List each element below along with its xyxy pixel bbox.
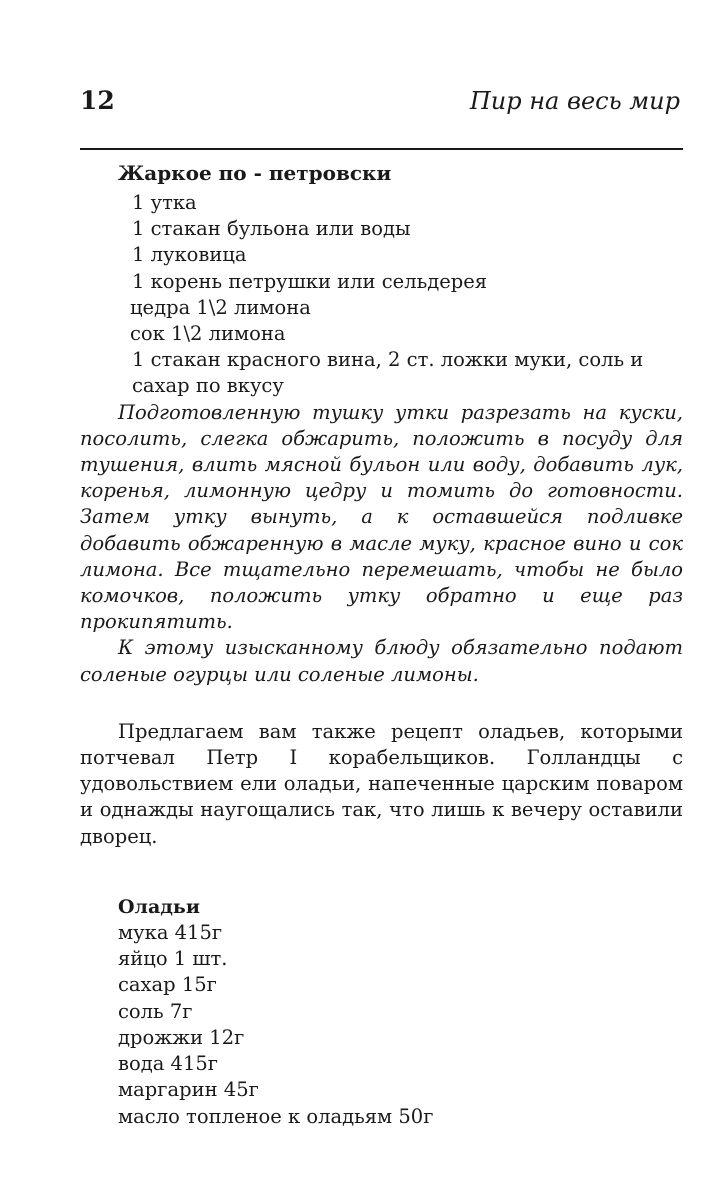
ingredient-item: маргарин 45г — [118, 1078, 259, 1102]
ingredient-item: 1 стакан красного вина, 2 ст. ложки муки, соль и — [132, 348, 644, 372]
method-paragraph: Подготовленную тушку утки разрезать на куски, посолить, слегка обжарить, положить в посуду для тушения, влить мясной бульон или воду, добавить лук, коренья, лимонную цедру и томить до готовности. Затем утку вынуть, а к оставшейся подливке добавить обжаренную в масле муку, красное вино и сок лимона. Все тщательно перемешать, чтобы не было комочков, положить утку обратно и еще раз прокипятить. — [80, 400, 683, 634]
recipe-title-zharkoe: Жаркое по - петровски — [118, 161, 392, 185]
ingredient-item: 1 стакан бульона или воды — [132, 217, 411, 241]
recipe-title-oladi: Оладьи — [118, 895, 200, 918]
ingredient-item: 1 корень петрушки или сельдерея — [132, 269, 488, 293]
method-zharkoe — [80, 400, 683, 688]
ingredient-item: 1 луковица — [132, 243, 247, 267]
ingredient-item: сахар 15г — [118, 973, 217, 997]
page-content — [80, 156, 683, 1130]
running-title: Пир на весь мир — [469, 87, 680, 115]
ingredient-item: соль 7г — [118, 999, 193, 1023]
ingredient-item: цедра 1\2 лимона — [130, 295, 311, 319]
ingredient-item: сахар по вкусу — [132, 374, 284, 398]
ingredient-item: масло топленое к оладьям 50г — [118, 1104, 434, 1128]
ingredient-item: мука 415г — [118, 921, 223, 945]
ingredient-item: дрожжи 12г — [118, 1025, 245, 1049]
ingredient-item: сок 1\2 лимона — [130, 322, 286, 346]
ingredient-item: 1 утка — [132, 191, 197, 214]
header-rule — [80, 148, 683, 150]
method-paragraph: К этому изысканному блюду обязательно подают соленые огурцы или соленые лимоны. — [80, 636, 683, 686]
ingredient-item: вода 415г — [118, 1052, 218, 1076]
page-number: 12 — [80, 86, 115, 115]
intro-paragraph: Предлагаем вам также рецепт оладьев, которыми потчевал Петр I корабельщиков. Голландцы с удовольствием ели оладьи, напеченные царским поваром и однажды наугощались так, что лишь к вечеру оставили дворец. — [80, 719, 683, 848]
ingredient-list-oladi — [80, 920, 683, 1130]
ingredient-item: яйцо 1 шт. — [118, 947, 228, 971]
ingredient-list-zharkoe — [80, 190, 683, 400]
